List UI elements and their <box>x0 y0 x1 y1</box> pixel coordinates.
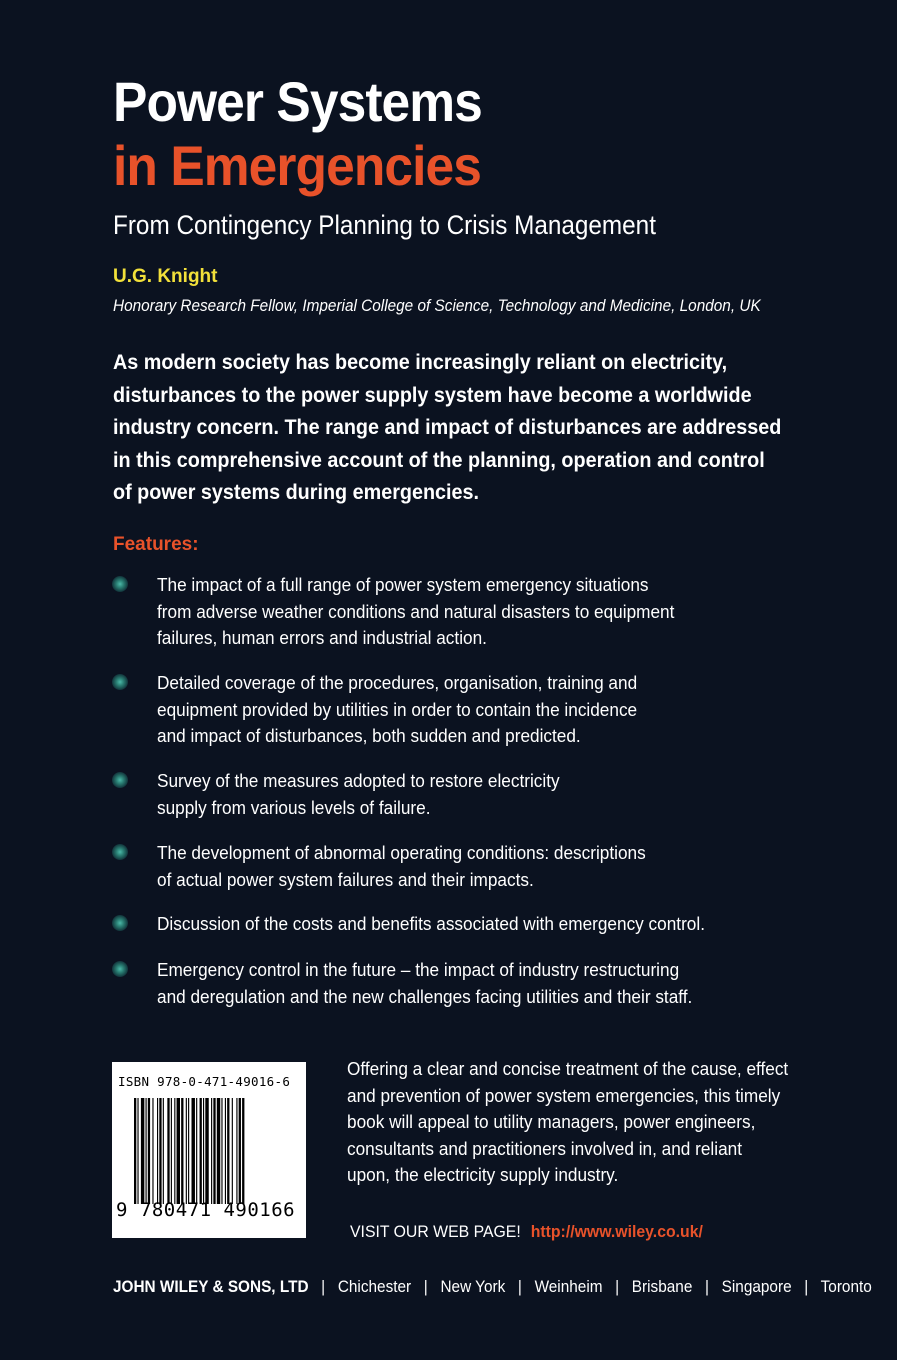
feature-line: equipment provided by utilities in order to contain the incidence <box>157 698 638 720</box>
city: Toronto <box>820 1278 872 1296</box>
feature-line: failures, human errors and industrial action. <box>157 627 487 648</box>
city: New York <box>440 1278 506 1296</box>
title-line-2: in Emergencies <box>113 134 481 197</box>
web-page-line <box>350 1222 703 1242</box>
feature-text <box>157 572 752 652</box>
lead-line: industry concern. The range and impact of disturbances are addressed <box>113 415 782 439</box>
lead-line: disturbances to the power supply system have become a worldwide <box>113 382 752 407</box>
feature-line: The impact of a full range of power system emergency situations <box>157 574 649 595</box>
bullet-icon <box>112 772 128 788</box>
lead-line: in this comprehensive account of the planning, operation and control <box>113 447 765 472</box>
feature-text <box>157 840 752 893</box>
isbn-number: ISBN 978-0-471-49016-6 <box>118 1074 291 1089</box>
city: Brisbane <box>631 1278 693 1296</box>
feature-line: The development of abnormal operating conditions: descriptions <box>157 842 646 863</box>
publisher-name: JOHN WILEY & SONS, LTD <box>113 1278 309 1296</box>
bullet-icon <box>112 915 128 931</box>
closing-line: book will appeal to utility managers, power engineers, <box>347 1111 756 1132</box>
features-heading: Features: <box>113 534 199 555</box>
barcode-digits: 9 780471 490166 <box>116 1199 296 1221</box>
separator: | <box>615 1278 620 1296</box>
separator: | <box>517 1278 522 1296</box>
author-name: U.G. Knight <box>113 266 218 287</box>
feature-text <box>157 911 752 938</box>
barcode-icon <box>134 1098 286 1204</box>
web-page-label: VISIT OUR WEB PAGE! <box>350 1222 521 1241</box>
separator: | <box>705 1278 709 1296</box>
lead-paragraph <box>113 346 812 509</box>
feature-text <box>157 768 752 821</box>
closing-paragraph <box>347 1056 812 1189</box>
bullet-icon <box>112 576 128 592</box>
closing-line: upon, the electricity supply industry. <box>347 1164 619 1185</box>
separator: | <box>423 1278 428 1296</box>
lead-line: As modern society has become increasingly reliant on electricity, <box>113 350 728 374</box>
city: Weinheim <box>534 1278 603 1296</box>
feature-text <box>157 957 752 1010</box>
feature-line: of actual power system failures and their impacts. <box>157 868 534 890</box>
web-url-link[interactable]: http://www.wiley.co.uk/ <box>530 1222 703 1241</box>
bullet-icon <box>112 674 128 690</box>
feature-line: Emergency control in the future – the impact of industry restructuring <box>157 959 680 980</box>
lead-line: of power systems during emergencies. <box>113 480 480 504</box>
feature-line: and deregulation and the new challenges facing utilities and their staff. <box>157 985 693 1007</box>
feature-line: Survey of the measures adopted to restore electricity <box>157 770 560 791</box>
feature-line: from adverse weather conditions and natural disasters to equipment <box>157 600 675 622</box>
feature-text <box>157 670 752 750</box>
feature-line: supply from various levels of failure. <box>157 796 431 818</box>
publisher-line <box>113 1278 872 1297</box>
feature-line: Discussion of the costs and benefits associated with emergency control. <box>157 913 705 934</box>
separator: | <box>804 1278 809 1296</box>
subtitle: From Contingency Planning to Crisis Management <box>113 210 656 240</box>
separator: | <box>321 1278 326 1296</box>
title-line-1: Power Systems <box>113 70 482 133</box>
bullet-icon <box>112 961 128 977</box>
bullet-icon <box>112 844 128 860</box>
closing-line: Offering a clear and concise treatment of the cause, effect <box>347 1058 789 1079</box>
city: Chichester <box>337 1278 412 1296</box>
closing-line: and prevention of power system emergencies, this timely <box>347 1084 781 1106</box>
feature-line: and impact of disturbances, both sudden and predicted. <box>157 725 581 746</box>
author-affiliation: Honorary Research Fellow, Imperial College of Science, Technology and Medicine, London, UK <box>113 297 761 315</box>
barcode-panel <box>112 1062 306 1238</box>
feature-line: Detailed coverage of the procedures, organisation, training and <box>157 672 638 693</box>
city: Singapore <box>721 1278 792 1296</box>
closing-line: consultants and practitioners involved in, and reliant <box>347 1137 743 1159</box>
